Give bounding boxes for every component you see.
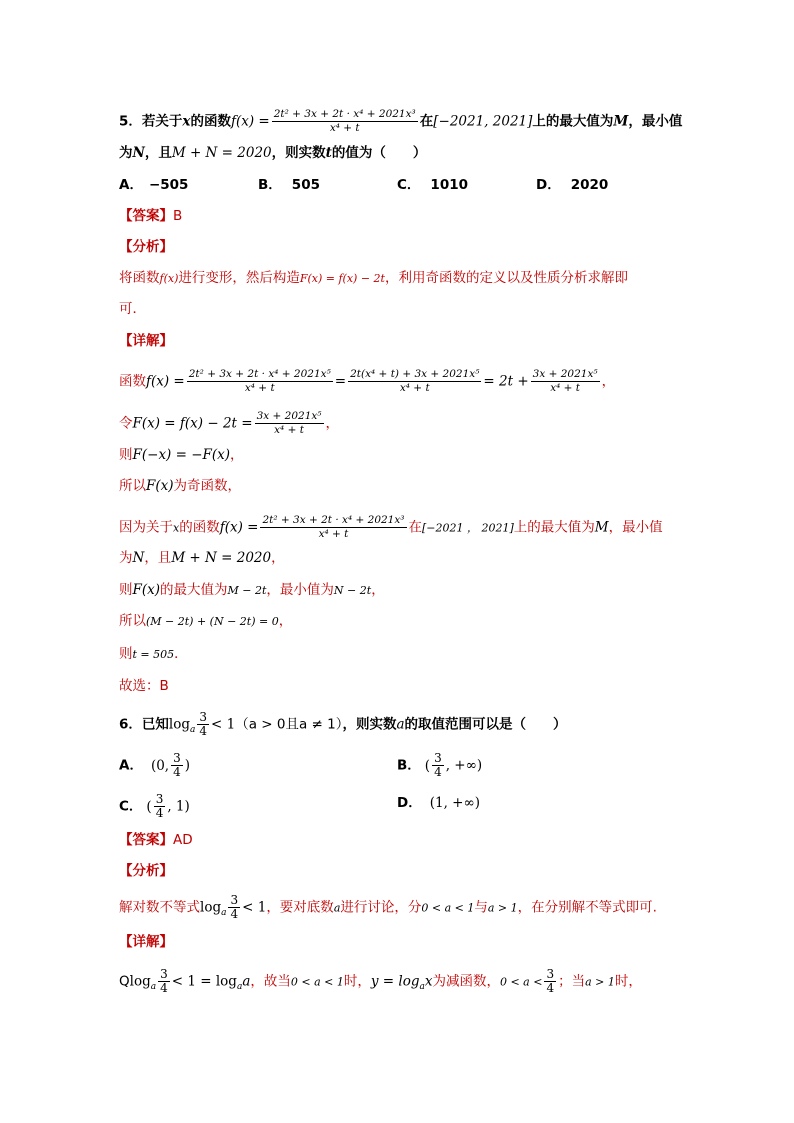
q5-text: 的值为（ ） <box>331 145 427 161</box>
q5-detail-line8: 所以(M − 2t) + (N − 2t) = 0， <box>119 613 293 629</box>
q5-text: ，则实数 <box>271 145 326 161</box>
q5-detail-line5: 因为关于x的函数f(x) = $\frac{\text{2t² + 3x + 2t · x⁴ + 2021x³}}{\text{x⁴ + t}}$ 在[−2021 ， 2021]上的最大值为M，最小值 <box>119 514 663 540</box>
q5-detail-tag: 【详解】 <box>119 333 173 349</box>
q5-option-c: C． 1010 <box>397 177 468 193</box>
q5-var-x: x <box>182 113 191 130</box>
q5-text: ，最小值 <box>628 113 683 130</box>
q5-stem-line2 <box>119 143 426 163</box>
q5-detail-line7: 则F(x)的最大值为M − 2t，最小值为N − 2t， <box>119 582 385 598</box>
q5-stem-line1 <box>119 108 682 135</box>
q5-condition: M + N = 2020 <box>171 145 272 161</box>
q5-answer <box>119 206 182 226</box>
q5-detail-line1: 函数f(x) = $\frac{\text{2t² + 3x + 2t · x⁴ + 2021x⁵}}{\text{x⁴ + t}}$ = $\frac{\text{2t(x⁴ + t) + 3x + 2021x⁵}}{\text{x⁴ + t}}$ = 2t + $\frac{\text{3x + 2021x⁵}}{\text{x⁴ + t}}$ ， <box>119 368 616 394</box>
q6-option-a: A． (0, $\frac{3}{4}$ ) <box>119 751 191 779</box>
q5-text: 为 <box>119 145 133 161</box>
q6-option-d: D． (1, +∞) <box>397 795 480 811</box>
q5-analysis-line2: 可． <box>119 301 146 317</box>
q5-text: 的函数 <box>190 113 231 130</box>
answer-tag: 【答案】 <box>119 208 173 224</box>
q5-interval: [−2021, 2021] <box>433 113 533 130</box>
q5-analysis-line1: 将函数f(x)进行变形，然后构造F(x) = f(x) − 2t，利用奇函数的定义以及性质分析求解即 <box>119 270 628 286</box>
q5-option-d: D． 2020 <box>536 177 609 193</box>
q5-var-m: M <box>613 113 629 130</box>
q5-fraction <box>272 108 418 135</box>
q5-text: ，且 <box>144 145 172 161</box>
q6-detail-line1: Qlog$_a$ $\frac{3}{4}$ < $1 = \log_aa$，故当0 < a < 1时，$y = \log_ax$为减函数，0 < a < $\frac{3}{4}$ ；当a > 1时， <box>119 967 642 995</box>
q5-detail-line2: 令F(x) = f(x) − 2t = $\frac{\text{3x + 2021x⁵}}{\text{x⁴ + t}}$ ， <box>119 410 340 436</box>
q5-var-t: t <box>325 145 332 161</box>
q5-text: 在 <box>419 113 434 130</box>
q5-frac-den: x⁴ + t <box>329 122 360 134</box>
q5-analysis-tag: 【分析】 <box>119 239 173 255</box>
q5-number: 5．若关于 <box>119 113 183 130</box>
q6-option-c: C． ( $\frac{3}{4}$ , 1) <box>119 792 190 820</box>
q5-option-b: B． 505 <box>258 177 320 193</box>
q5-fx: f(x) = <box>230 113 270 130</box>
q5-detail-line4: 所以F(x)为奇函数， <box>119 478 242 494</box>
q6-stem: 6．已知$\log_a$ $\frac{3}{4}$ < 1（a > 0且a ≠ 1），则实数a的取值范围可以是（ ） <box>119 710 567 738</box>
q5-detail-line3: 则F(−x) = −F(x)， <box>119 447 244 463</box>
answer-value: B <box>173 208 183 224</box>
q6-answer <box>119 830 193 850</box>
q5-detail-line6: 为N，且M + N = 2020， <box>119 550 285 566</box>
q5-frac-num: 2t² + 3x + 2t · x⁴ + 2021x³ <box>273 108 416 120</box>
q5-text: 上的最大值为 <box>532 113 614 130</box>
answer-value: AD <box>173 832 193 848</box>
q5-choose: 故选：B <box>119 678 169 694</box>
q6-analysis-line: 解对数不等式$\log_a$ $\frac{3}{4}$ < 1，要对底数a进行讨论，分0 < a < 1与a > 1，在分别解不等式即可. <box>119 893 657 921</box>
q5-detail-line9: 则t = 505． <box>119 646 188 662</box>
q6-option-b: B． ( $\frac{3}{4}$ , +∞) <box>397 751 483 779</box>
answer-tag: 【答案】 <box>119 832 173 848</box>
q6-detail-tag: 【详解】 <box>119 934 173 950</box>
q6-analysis-tag: 【分析】 <box>119 863 173 879</box>
q5-var-n: N <box>132 145 145 161</box>
q5-option-a: A． −505 <box>119 177 189 193</box>
